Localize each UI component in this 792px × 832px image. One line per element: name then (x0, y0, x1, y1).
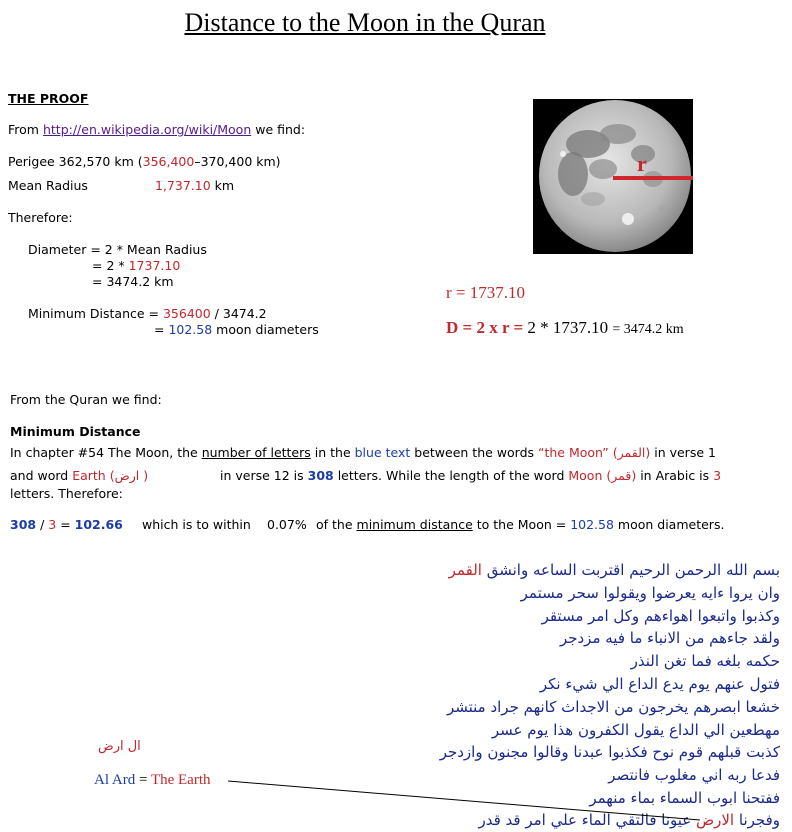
calc-text-1: which is to within (142, 517, 251, 532)
verse-10: فدعا ربه اني مغلوب فانتصر (608, 766, 780, 784)
verse-9: كذبت قبلهم قوم نوح فكذبوا عبدنا وقالوا مجنون وازدجر (439, 743, 780, 761)
perigee-rest: –370,400 km) (194, 154, 281, 169)
p2-308: 308 (307, 468, 334, 483)
al-ard-eq: = (135, 772, 151, 788)
verse-4: ولقد جاءهم من الانباء ما فيه مزدجر (559, 629, 780, 647)
min-distance-unit: moon diameters (212, 322, 319, 337)
p2-d: in Arabic is (636, 468, 714, 483)
diameter-line-3: = 3474.2 km (92, 274, 174, 289)
p2-earth: Earth (72, 468, 106, 483)
calc-text-2: of the (316, 517, 357, 532)
al-ard: Al Ard (94, 772, 136, 788)
r-equation: r = 1737.10 (446, 283, 525, 302)
verse-12-b: عيونا فالتقي الماء علي امر قد قدر (478, 811, 696, 829)
p1-b: in the (310, 445, 355, 460)
p2-a: and word (10, 468, 73, 483)
from-suffix: we find: (255, 122, 306, 137)
mean-radius-unit: km (214, 178, 235, 193)
diameter-line-2-prefix: = 2 * (92, 258, 129, 273)
from-prefix: From (8, 122, 39, 137)
min-distance-heading: Minimum Distance (10, 424, 141, 439)
the-earth: The Earth (150, 772, 211, 788)
calc-eq: = (56, 517, 75, 532)
verse-8: مهطعين الي الداع يقول الكفرون هذا يوم عسر (491, 721, 780, 739)
al-ard-arabic: ال ارض (98, 739, 141, 754)
calc-pct: 0.07% (267, 517, 307, 532)
min-distance-label: Minimum Distance = (28, 306, 163, 321)
perigee-red-value: 356,400 (142, 154, 195, 169)
verse-1-blue: بسم الله الرحمن الرحيم اقتربت الساعه وانشق (481, 561, 780, 579)
diameter-line-2-value: 1737.10 (128, 258, 181, 273)
d-equation-red: D = 2 x r = (446, 318, 524, 337)
p1-a: In chapter #54 The Moon, the (10, 445, 202, 460)
d-equation-end: = 3474.2 km (612, 322, 684, 337)
min-distance-eq: = (154, 322, 169, 337)
calc-slash: / (36, 517, 49, 532)
p1-blue-text: blue text (354, 445, 411, 460)
verse-2: وان يروا ءايه يعرضوا ويقولوا سحر مستمر (520, 584, 780, 602)
mean-radius-label: Mean Radius (8, 178, 88, 193)
p1-underline: number of letters (201, 445, 311, 460)
p2-b: in verse 12 is (220, 468, 308, 483)
r-label: r (637, 151, 647, 176)
paragraph-line-3: letters. Therefore: (10, 486, 123, 501)
verse-7: خشعا ابصرهم يخرجون من الاجداث كانهم جراد منتشر (446, 698, 780, 716)
proof-heading: THE PROOF (8, 91, 89, 106)
verse-5: حكمه بلغه فما تغن النذر (630, 652, 780, 670)
p1-d: in verse 1 (650, 445, 716, 460)
verse-6: فتول عنهم يوم يدع الداع الي شيء نكر (539, 675, 780, 693)
mean-radius-value: 1,737.10 (155, 178, 211, 193)
d-equation-mid: 2 * 1737.10 (523, 318, 613, 337)
diameter-line-1: Diameter = 2 * Mean Radius (28, 242, 207, 257)
calc-text-3: to the Moon = (472, 517, 571, 532)
verse-12-a: وفجرنا (734, 811, 780, 829)
calc-3: 3 (48, 517, 57, 532)
wikipedia-link[interactable]: http://en.wikipedia.org/wiki/Moon (42, 122, 252, 137)
calc-text-4: moon diameters. (613, 517, 725, 532)
p2-3: 3 (713, 468, 722, 483)
calc-308: 308 (10, 517, 37, 532)
verse-11: ففتحنا ابوب السماء بماء منهمر (589, 789, 780, 807)
min-distance-rest: / 3474.2 (210, 306, 267, 321)
p2-c: letters. While the length of the word (333, 468, 569, 483)
calc-result: 102.66 (74, 517, 123, 532)
p2-moon: Moon (568, 468, 603, 483)
p1-c: between the words (410, 445, 538, 460)
from-quran-label: From the Quran we find: (10, 392, 162, 407)
min-distance-red: 356400 (162, 306, 211, 321)
perigee-label: Perigee 362,570 km ( (8, 154, 143, 169)
therefore-label: Therefore: (8, 210, 73, 225)
verse-12-ard: الارض (696, 811, 735, 829)
verse-3: وكذبوا واتبعوا اهواءهم وكل امر مستقر (541, 607, 780, 625)
verse-1-qamar: القمر (448, 561, 482, 579)
p2-arabic-ard: (ارض ) (105, 468, 149, 483)
page-title: Distance to the Moon in the Quran (184, 8, 546, 37)
p1-the-moon: “the Moon” (538, 445, 609, 460)
calc-underline: minimum distance (356, 517, 473, 532)
calc-value: 102.58 (570, 517, 614, 532)
p1-arabic-qamar: (القمر) (608, 445, 651, 460)
p2-arabic-qamar: (قمر) (602, 468, 637, 483)
min-distance-value: 102.58 (168, 322, 213, 337)
